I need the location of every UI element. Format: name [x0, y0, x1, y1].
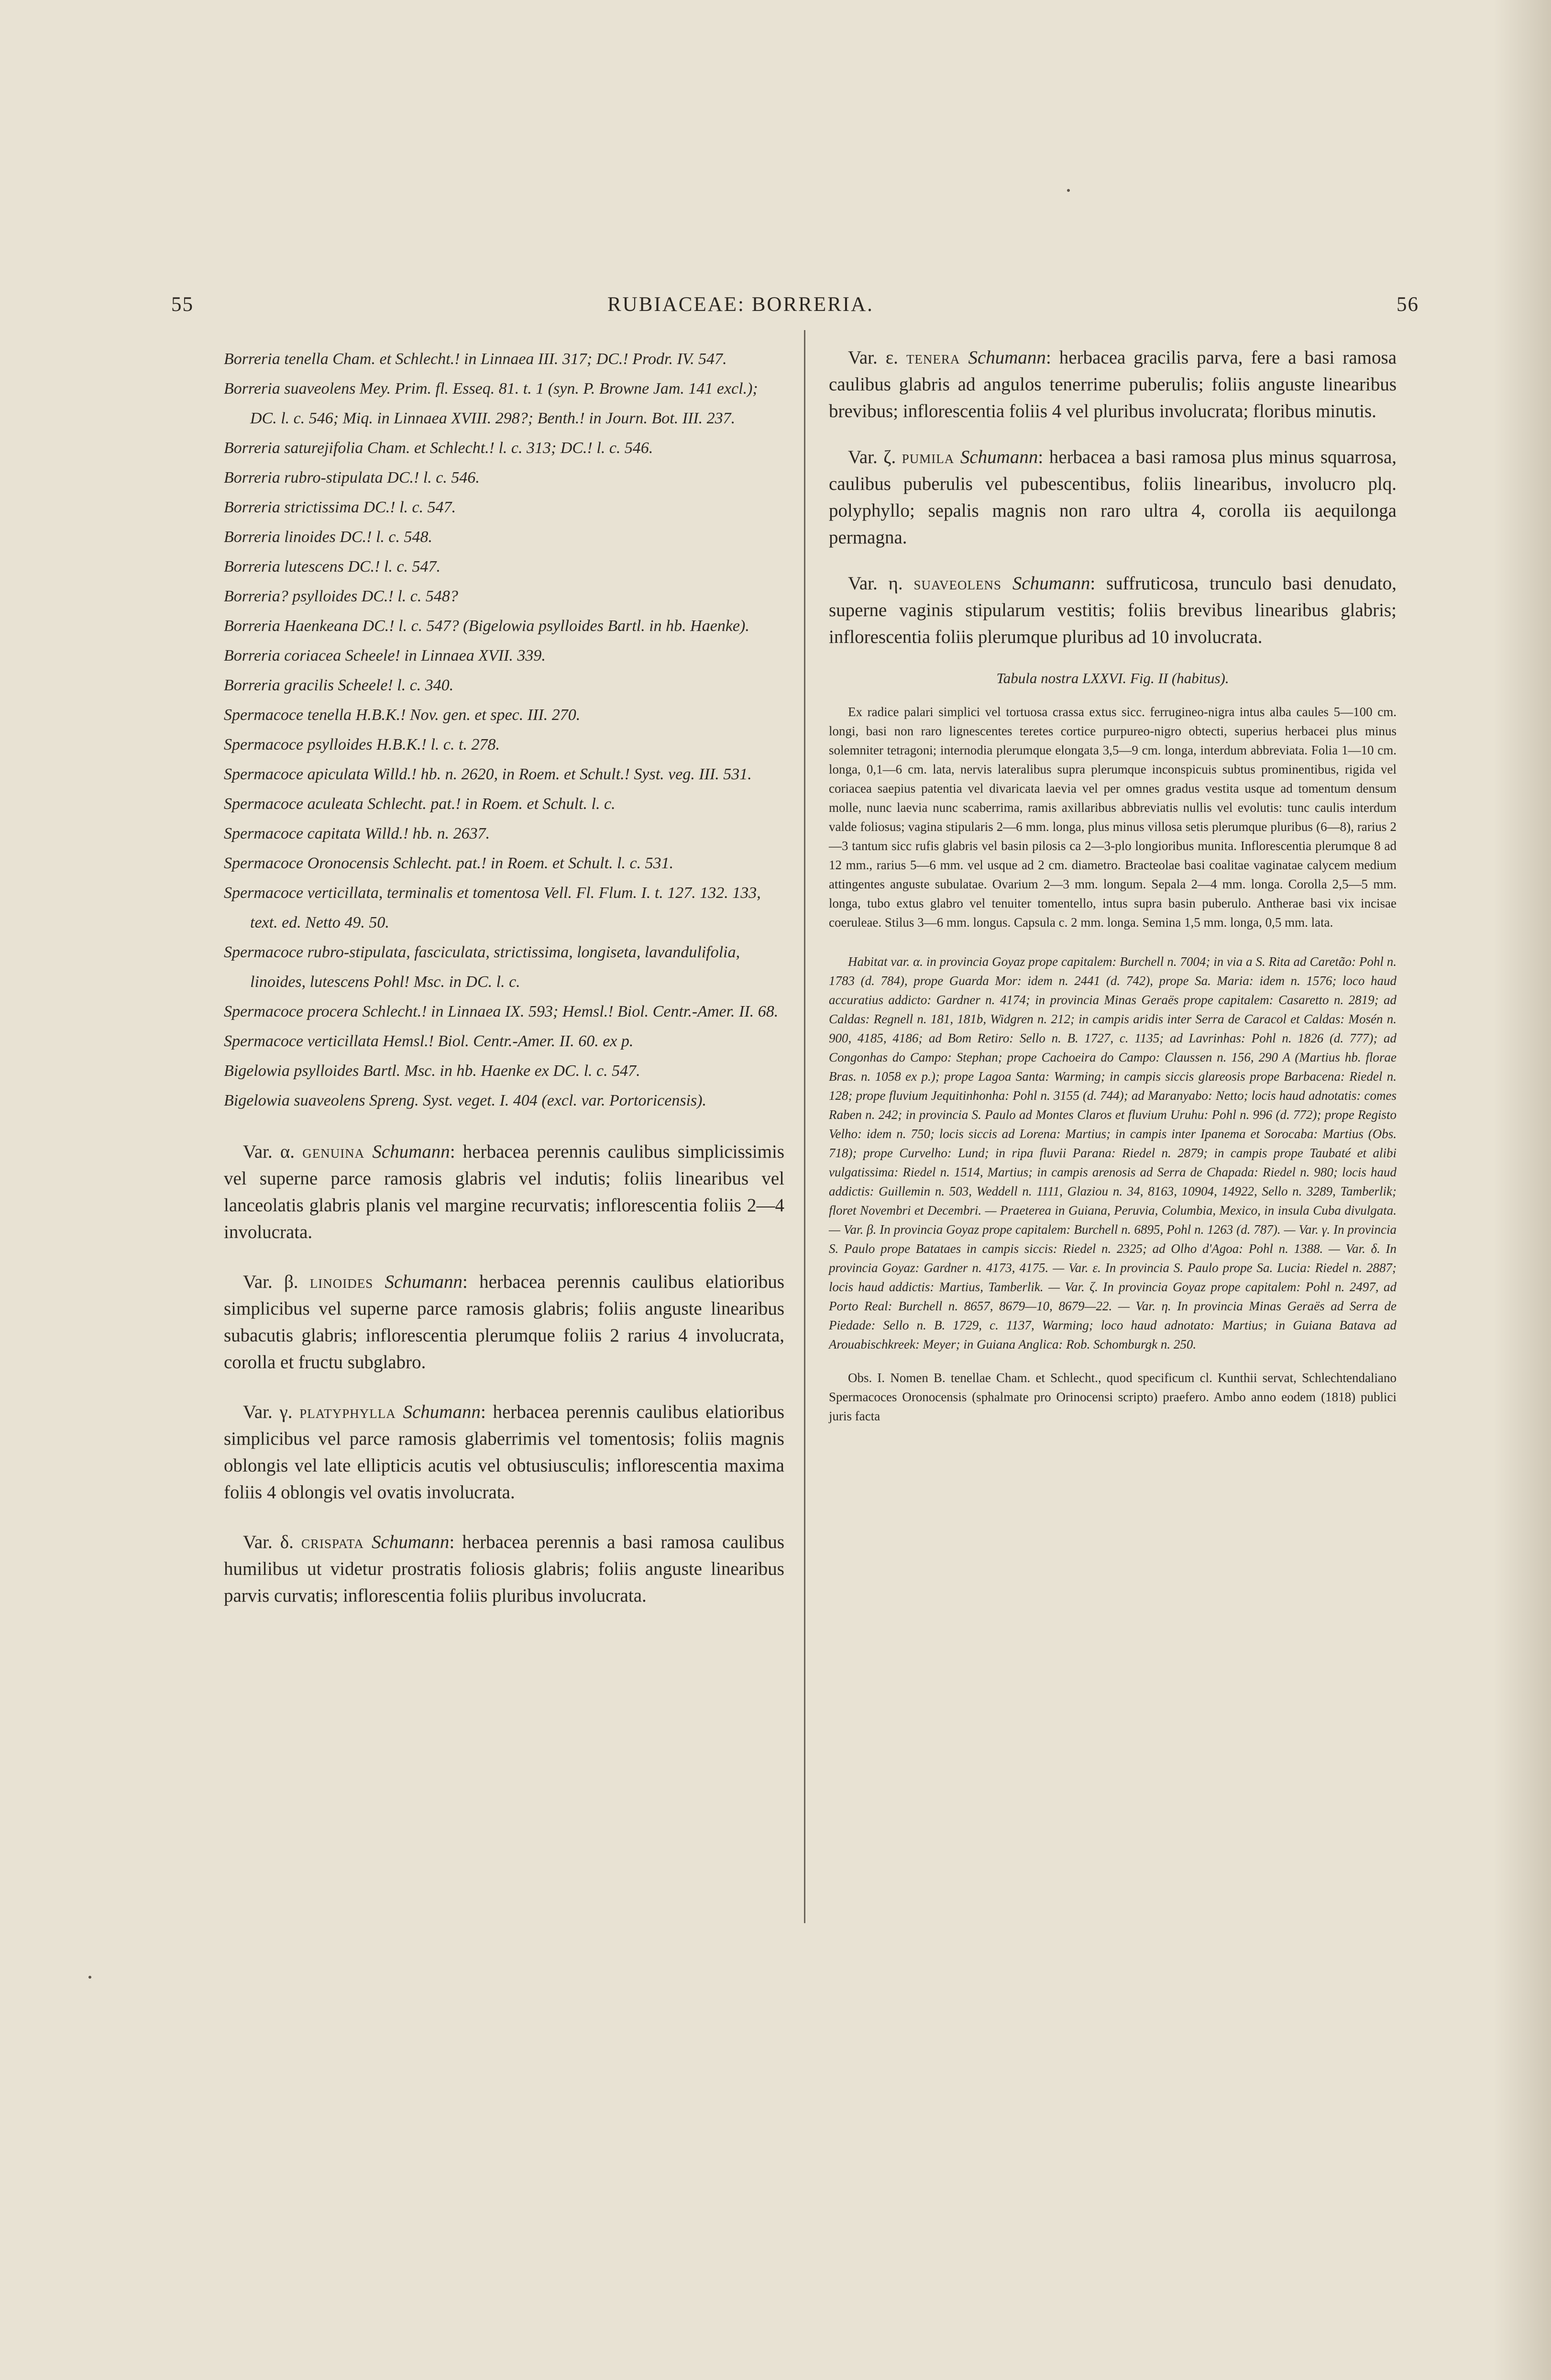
variety-author: Schumann — [403, 1402, 481, 1422]
print-speck — [1067, 189, 1070, 192]
habitat-text: Habitat var. α. in provincia Goyaz prope capitalem: Burchell n. 7004; in via a S. Rita ad Caretão: Pohl n. 1783 (d. 784), prope Guarda Mor: idem n. 2441 (d. 742), prope Sa. Maria: idem n. 1576; loco haud accuratius addicto: Gardner n. 4174; in provincia Minas Geraës prope capitalem: Casaretto n. 2819; ad Caldas: Regnell n. 181, 181b, Widgren n. 212; in campis aridis inter Serra de Caracol et Caldas: Mosén n. 900, 4185, 4186; ad Bom Retiro: Sello n. B. 1727, c. 1135; ad Lavrinhas: Pohl n. 1826 (d. 777); ad Congonhas do Campo: Stephan; prope Cachoeira do Campo: Claussen n. 156, 290 A (Martius hb. florae Bras. n. 1058 ex p.); prope Lagoa Santa: Warming; in campis siccis glareosis prope Barbacena: Riedel n. 128; prope fluvium Jequitinhonha: Pohl n. 3155 (d. 744); ad Maranyabo: Netto; locis haud adnotatis: comes Raben n. 242; in provincia S. Paulo ad Montes Claros et fluvium Uruhu: Pohl n. 996 (d. 772); prope Registo Velho: idem n. 750; locis siccis ad Lorena: Martius; in campis inter Ipanema et Sorocaba: Martius (Obs. 718); prope Curvelho: Lund; in ripa fluvii Parana: Riedel n. 2879; in campis prope Taubaté et alibi vulgatissima: Riedel n. 1514, Martius; in campis arenosis ad Serra de Chapada: Riedel n. 980; locis haud addictis: Guillemin n. 503, Weddell n. 1111, Glaziou n. 34, 8163, 10904, 14922, Sello n. 3289, Tamberlik; floret Novembri et Decembri. — Praeterea in Guiana, Peruvia, Columbia, Mexico, in insula Cuba divulgata. — Var. β. In provincia Goyaz prope capitalem: Burchell n. 6895, Pohl n. 1263 (d. 787). — Var. γ. In provincia S. Paulo prope Batataes in campis siccis: Riedel n. 2325; ad Olho d'Agoa: Pohl n. 1388. — Var. δ. In provincia Goyaz: Gardner n. 4173, 4175. — Var. ε. In provincia S. Paulo prope Sa. Lucia: Riedel n. 2887; locis haud addictis: Martius, Tamberlik. — Var. ζ. In provincia Goyaz prope capitalem: Pohl n. 2497, ad Porto Real: Burchell n. 8657, 8679—10, 8679—22. — Var. η. In provincia Minas Geraës ad Serra de Piedade: Sello n. B. 1729, c. 1137, Warming; loco haud adnotato: Martius; in Guiana Batava ad Arouabischkreek: Meyer; in Guiana Anglica: Rob. Schomburgk n. 250. — [829, 954, 1397, 1351]
variety-label: Var. ζ. — [848, 447, 896, 467]
variety-name: tenera — [906, 347, 960, 368]
synonym-entry: Borreria rubro-stipulata DC.! l. c. 546. — [224, 469, 480, 487]
synonym-entry: Borreria strictissima DC.! l. c. 547. — [224, 498, 456, 516]
page-edge — [1494, 0, 1551, 2380]
variety-zeta — [829, 444, 1397, 551]
variety-author: Schumann — [968, 347, 1046, 368]
variety-name: crispata — [301, 1532, 364, 1552]
synonym-entry: Spermacoce capitata Willd.! hb. n. 2637. — [224, 825, 490, 842]
variety-delta — [224, 1529, 784, 1609]
habitat-section — [829, 952, 1397, 1354]
page-number-left: 55 — [171, 293, 194, 316]
synonym-entry: Spermacoce verticillata Hemsl.! Biol. Centr.-Amer. II. 60. ex p. — [224, 1032, 634, 1050]
variety-diagnosis: : herbacea perennis a basi ramosa caulibus humilibus ut videtur prostratis foliosis glabris; foliis anguste linearibus parvis curvatis; inflorescentia foliis pluribus involucrata. — [224, 1532, 784, 1606]
variety-eta — [829, 570, 1397, 651]
variety-name: linoides — [309, 1272, 374, 1292]
variety-name: genuina — [302, 1141, 365, 1162]
synonymy-list — [224, 344, 784, 1116]
variety-label: Var. β. — [243, 1272, 298, 1292]
variety-diagnosis: : herbacea perennis caulibus elatioribus simplicibus vel superne parce ramosis glabris; foliis anguste linearibus subacutis glabris; inflorescentia plerumque foliis 2 rarius 4 involucrata, corolla et fructu subglabro. — [224, 1272, 784, 1373]
left-column — [224, 344, 784, 1609]
observation-section — [829, 1368, 1397, 1426]
synonym-entry: Borreria linoides DC.! l. c. 548. — [224, 528, 432, 546]
synonym-entry: Spermacoce psylloides H.B.K.! l. c. t. 278. — [224, 736, 500, 753]
synonym-entry: Borreria gracilis Scheele! l. c. 340. — [224, 676, 454, 694]
synonym-entry: Spermacoce rubro-stipulata, fasciculata, strictissima, longiseta, lavandulifolia, linoides, lutescens Pohl! Msc. in DC. l. c. — [224, 943, 740, 991]
synonym-entry: Spermacoce aculeata Schlecht. pat.! in Roem. et Schult. l. c. — [224, 795, 616, 813]
variety-author: Schumann — [372, 1141, 450, 1162]
running-title: RUBIACEAE: BORRERIA. — [607, 293, 874, 316]
synonym-entry: Borreria Haenkeana DC.! l. c. 547? (Bigelowia psylloides Bartl. in hb. Haenke). — [224, 617, 749, 635]
variety-name: platyphylla — [299, 1402, 396, 1422]
variety-diagnosis: : herbacea gracilis parva, fere a basi ramosa caulibus glabris ad angulos tenerrime puberulis; foliis anguste linearibus brevibus; inflorescentia foliis 4 vel pluribus involucrata; floribus minutis. — [829, 347, 1397, 421]
variety-diagnosis: : herbacea perennis caulibus elatioribus simplicibus vel parce ramosis glaberrimis vel tomentosis; foliis magnis oblongis vel late ellipticis acutis vel obtusiusculis; inflorescentia maxima foliis 4 oblongis vel ovatis involucrata. — [224, 1402, 785, 1503]
page-header — [0, 293, 1551, 326]
synonym-entry: Borreria? psylloides DC.! l. c. 548? — [224, 587, 458, 605]
variety-label: Var. γ. — [243, 1402, 293, 1422]
synonym-entry: Bigelowia psylloides Bartl. Msc. in hb. Haenke ex DC. l. c. 547. — [224, 1062, 640, 1080]
plate-caption: Tabula nostra LXXVI. Fig. II (habitus). — [996, 670, 1229, 686]
synonym-entry: Borreria suaveolens Mey. Prim. fl. Esseq. 81. t. 1 (syn. P. Browne Jam. 141 excl.); DC. l. c. 546; Miq. in Linnaea XVIII. 298?; Benth.! in Journ. Bot. III. 237. — [224, 380, 758, 427]
variety-label: Var. α. — [243, 1141, 295, 1162]
synonym-entry: Spermacoce verticillata, terminalis et tomentosa Vell. Fl. Flum. I. t. 127. 132. 133, text. ed. Netto 49. 50. — [224, 884, 761, 931]
variety-name: suaveolens — [913, 573, 1002, 594]
variety-author: Schumann — [371, 1532, 450, 1552]
variety-author: Schumann — [385, 1272, 462, 1292]
variety-author: Schumann — [960, 447, 1038, 467]
species-description — [829, 702, 1397, 932]
synonym-entry: Spermacoce Oronocensis Schlecht. pat.! in Roem. et Schult. l. c. 531. — [224, 854, 674, 872]
variety-name: pumila — [902, 447, 955, 467]
variety-label: Var. δ. — [243, 1532, 294, 1552]
variety-alpha — [224, 1139, 784, 1246]
variety-diagnosis: : herbacea perennis caulibus simplicissimis vel superne parce ramosis glabris vel indutis; foliis linearibus vel lanceolatis glabris planis vel margine recurvatis; inflorescentia foliis 2—4 involucrata. — [224, 1141, 785, 1242]
synonym-entry: Bigelowia suaveolens Spreng. Syst. veget. I. 404 (excl. var. Portoricensis). — [224, 1092, 707, 1109]
synonym-entry: Spermacoce procera Schlecht.! in Linnaea IX. 593; Hemsl.! Biol. Centr.-Amer. II. 68. — [224, 1003, 779, 1020]
description-text: Ex radice palari simplici vel tortuosa crassa extus sicc. ferrugineo-nigra intus alba caules 5—100 cm. longi, basi non raro lignescentes teretes cortice purpureo-nigro obtecti, superius herbacei plus minus solemniter tetragoni; internodia plerumque elongata 3,5—9 cm. longa, interdum abbreviata. Folia 1—10 cm. longa, 0,1—6 cm. lata, nervis lateralibus supra plerumque inconspicuis subtus prominentibus, rigida vel coriacea saepius patentia vel divaricata laevia vel per omnes gradus vestita usque ad tomentum densum molle, nunc laevia nunc scaberrima, ramis axillaribus abbreviatis nullis vel evolutis: tunc caulis interdum valde foliosus; vagina stipularis 2—6 mm. longa, plus minus villosa setis plerumque pluribus (6—8), rarius 2—3 tantum sicc rufis glabris vel basin pilosis ca 2—3-plo longioribus munita. Inflorescentia plerumque 8 ad 12 mm., rarius 5—6 mm. vel usque ad 2 cm. diametro. Bracteolae basi coalitae vaginatae calycem medium attingentes anguste subulatae. Ovarium 2—3 mm. longum. Sepala 2—4 mm. longa. Corolla 2,5—5 mm. longa, tubo extus glabro vel tenuiter tomentello, intus supra basin puberulo. Antherae basi vix incisae coeruleae. Stilus 3—6 mm. longus. Capsula c. 2 mm. longa. Semina 1,5 mm. longa, 0,5 mm. lata. — [829, 705, 1397, 930]
observation-text: Obs. I. Nomen B. tenellae Cham. et Schlecht., quod specificum cl. Kunthii servat, Schlechtendaliano Spermacoces Oronocensis (sphalmate pro Orinocensi scripto) praefero. Ambo anno eodem (1818) publici juris facta — [829, 1371, 1397, 1423]
variety-gamma — [224, 1399, 784, 1506]
right-column — [829, 344, 1397, 1426]
variety-label: Var. ε. — [848, 347, 898, 368]
synonym-entry: Spermacoce tenella H.B.K.! Nov. gen. et spec. III. 270. — [224, 706, 581, 724]
synonym-entry: Spermacoce apiculata Willd.! hb. n. 2620, in Roem. et Schult.! Syst. veg. III. 531. — [224, 765, 752, 783]
column-rule — [804, 330, 805, 1923]
page-number-right: 56 — [1397, 293, 1419, 316]
variety-diagnosis: : suffruticosa, trunculo basi denudato, superne vaginis stipularum vestitis; foliis brevibus linearibus glabris; inflorescentia foliis plerumque pluribus ad 10 involucrata. — [829, 573, 1397, 647]
variety-author: Schumann — [1012, 573, 1090, 594]
variety-label: Var. η. — [848, 573, 903, 594]
synonym-entry: Borreria lutescens DC.! l. c. 547. — [224, 558, 440, 576]
print-speck — [88, 1976, 91, 1979]
synonym-entry: Borreria coriacea Scheele! in Linnaea XVII. 339. — [224, 647, 546, 664]
synonym-entry: Borreria saturejifolia Cham. et Schlecht.! l. c. 313; DC.! l. c. 546. — [224, 439, 653, 457]
variety-diagnosis: : herbacea a basi ramosa plus minus squarrosa, caulibus puberulis vel pubescentibus, foliis linearibus, involucro plq. polyphyllo; sepalis magnis non raro ultra 4, corolla iis aequilonga permagna. — [829, 447, 1397, 548]
synonym-entry: Borreria tenella Cham. et Schlecht.! in Linnaea III. 317; DC.! Prodr. IV. 547. — [224, 350, 727, 368]
variety-beta — [224, 1269, 784, 1376]
variety-epsilon — [829, 344, 1397, 425]
